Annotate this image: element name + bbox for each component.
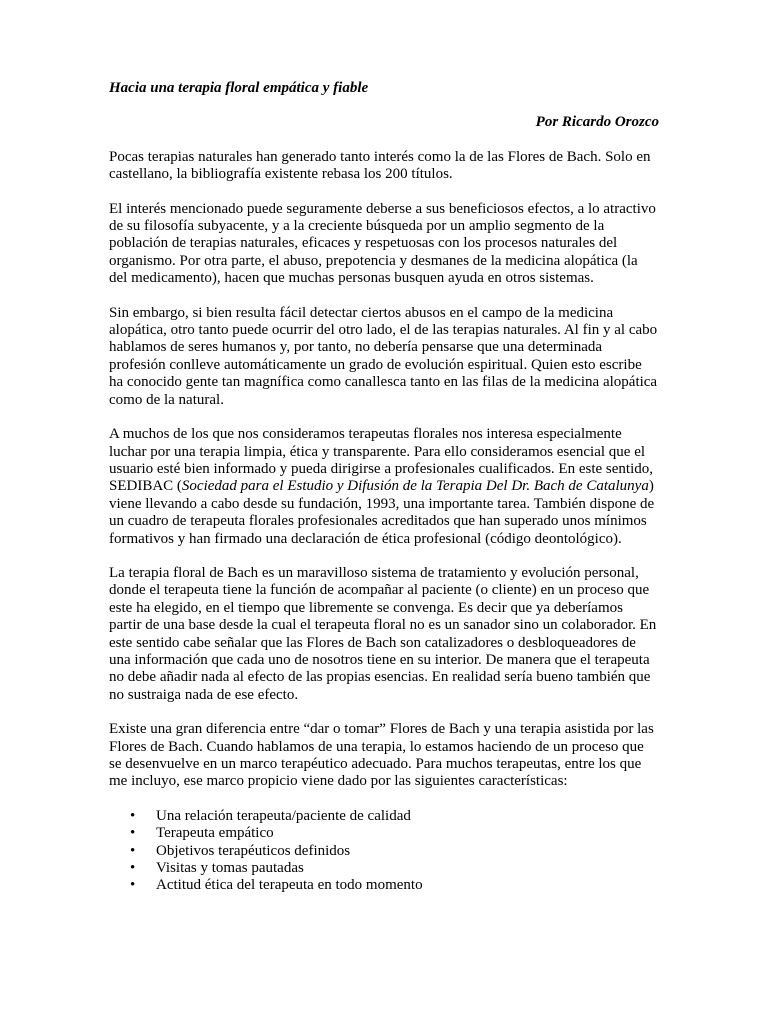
- paragraph: Sin embargo, si bien resulta fácil detectar ciertos abusos en el campo de la medicina alopática, otro tanto puede ocurrir del otro lado, el de las terapias naturales. Al fin y al cabo hablamos de seres humanos y, por tanto, no debería pensarse que una determinada profesión conlleve automáticamente un grado de evolución espiritual. Quien esto escribe ha conocido gente tan magnífica como canallesca tanto en las filas de la medicina alopática como de la natural.: [109, 304, 658, 408]
- paragraph: El interés mencionado puede seguramente deberse a sus beneficiosos efectos, a lo atractivo de su filosofía subyacente, y a la creciente búsqueda por un amplio segmento de la población de terapias naturales, eficaces y respetuosas con los procesos naturales del organismo. Por otra parte, el abuso, prepotencia y desmanes de la medicina alopática (la del medicamento), hacen que muchas personas busquen ayuda en otros sistemas.: [109, 200, 656, 287]
- paragraph: [109, 426, 659, 548]
- list-item-text: Objetivos terapéuticos definidos: [156, 842, 351, 859]
- paragraph: Pocas terapias naturales han generado tanto interés como la de las Flores de Bach. Solo en castellano, la bibliografía existente rebasa los 200 títulos.: [109, 148, 651, 183]
- list-item-text: Terapeuta empático: [156, 825, 274, 842]
- article-title: Hacia una terapia floral empática y fiable: [109, 80, 369, 96]
- list-item: [109, 808, 659, 825]
- paragraph-text: ) viene llevando a cabo desde su fundación, 1993, una importante tarea. También dispone de un cuadro de terapeuta florales profesionales acreditados que han superado unos mínimos formativos y han firmado una declaración de ética profesional (código deontológico).: [109, 478, 655, 547]
- paragraph: La terapia floral de Bach es un maravilloso sistema de tratamiento y evolución personal, donde el terapeuta tiene la función de acompañar al paciente (o cliente) en un proceso que este ha elegido, en el tiempo que libremente se convenga. Es decir que ya deberíamos partir de una base desde la cual el terapeuta floral no es un sanador sino un colaborador. En este sentido cabe señalar que las Flores de Bach son catalizadores o desbloqueadores de una información que cada uno de nosotros tiene en su interior. De manera que el terapeuta no debe añadir nada al efecto de las propias esencias. En realidad sería bueno también que no sustraiga nada de ese efecto.: [109, 564, 657, 703]
- document-page: [109, 80, 659, 895]
- organization-name: Sociedad para el Estudio y Difusión de la Terapia Del Dr. Bach de Catalunya: [181, 478, 649, 495]
- list-item-text: Una relación terapeuta/paciente de calidad: [156, 807, 411, 824]
- list-item: [109, 843, 659, 860]
- list-item: [109, 860, 659, 877]
- list-item-text: Actitud ética del terapeuta en todo momento: [156, 877, 423, 894]
- bullet-icon: •: [130, 877, 136, 894]
- characteristics-list: [109, 808, 659, 895]
- bullet-icon: •: [130, 842, 136, 859]
- list-item: [109, 825, 659, 842]
- paragraph: Existe una gran diferencia entre “dar o tomar” Flores de Bach y una terapia asistida por las Flores de Bach. Cuando hablamos de una terapia, lo estamos haciendo de un proceso que se desenvuelve en un marco terapéutico adecuado. Para muchos terapeutas, entre los que me incluyo, ese marco propicio viene dado por las siguientes características:: [109, 721, 654, 790]
- bullet-icon: •: [130, 825, 136, 842]
- article-author: Por Ricardo Orozco: [535, 114, 659, 131]
- bullet-icon: •: [130, 807, 136, 824]
- bullet-icon: •: [130, 860, 136, 877]
- list-item-text: Visitas y tomas pautadas: [156, 860, 304, 877]
- list-item: [109, 877, 659, 894]
- paragraph-text: A muchos de los que nos consideramos terapeutas florales nos interesa especialmente luchar por una terapia limpia, ética y transparente. Para ello consideramos esencial que el usuario esté bien informado y pueda dirigirse a profesionales cualificados. En este sentido, SEDIBAC (: [109, 426, 653, 495]
